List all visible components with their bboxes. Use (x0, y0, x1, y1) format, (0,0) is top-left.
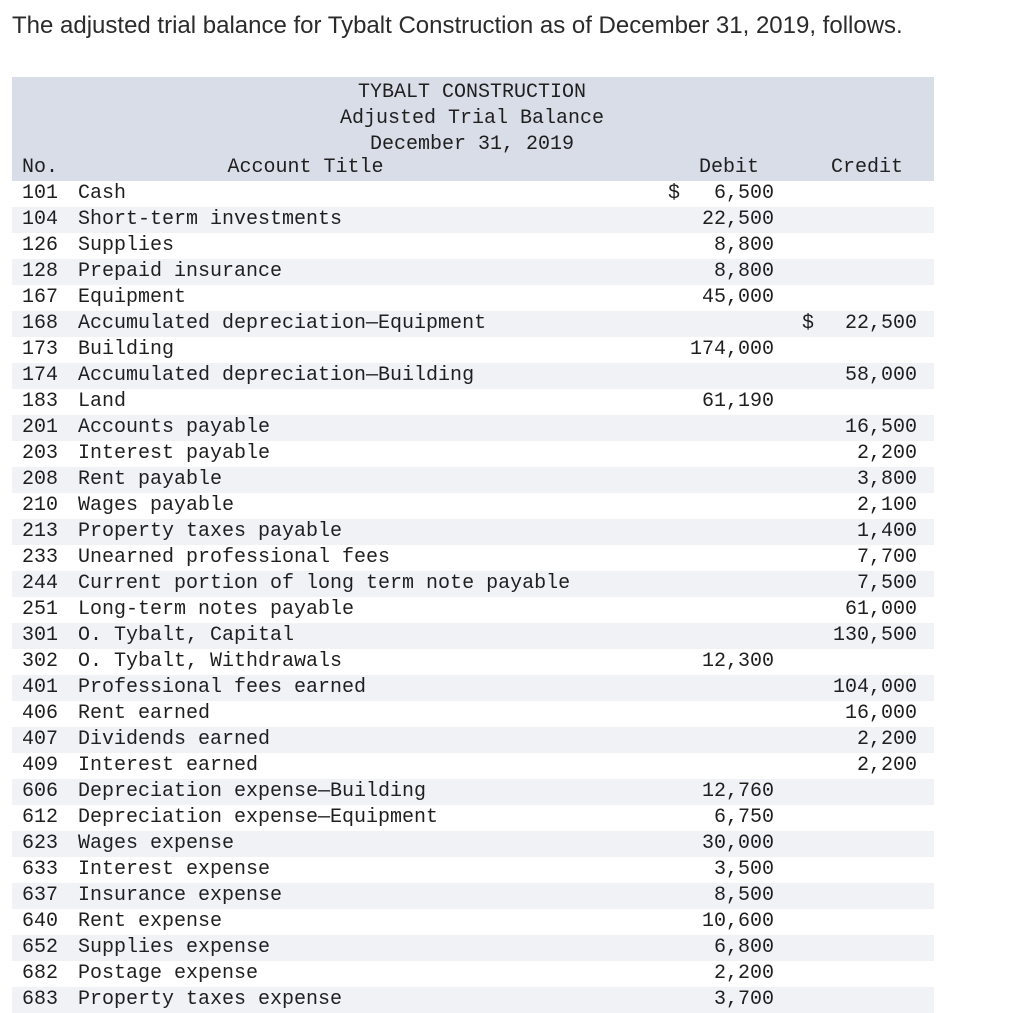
table-row (12, 857, 934, 883)
credit-value: 7,500 (856, 572, 917, 595)
debit-value: 10,600 (701, 910, 774, 933)
debit-value: 3,500 (713, 858, 774, 881)
debit-value: 8,800 (713, 234, 774, 257)
debit-amount (664, 909, 774, 935)
table-row (12, 753, 934, 779)
column-headers (12, 155, 934, 181)
account-title: Unearned professional fees (78, 546, 391, 569)
account-title: Depreciation expense—Building (78, 780, 427, 803)
statement-date: December 31, 2019 (369, 133, 575, 156)
table-row (12, 649, 934, 675)
account-title: O. Tybalt, Withdrawals (78, 650, 343, 673)
account-title: Dividends earned (78, 728, 271, 751)
account-number: 208 (22, 468, 59, 491)
account-title: Depreciation expense—Equipment (78, 806, 439, 829)
account-number: 637 (22, 884, 59, 907)
account-number: 210 (22, 494, 59, 517)
credit-value: 58,000 (844, 364, 917, 387)
debit-value: 61,190 (701, 390, 774, 413)
account-number: 104 (22, 208, 59, 231)
account-title: Interest expense (78, 858, 271, 881)
account-title: Rent expense (78, 910, 223, 933)
credit-value: 1,400 (856, 520, 917, 543)
account-title: Building (78, 338, 175, 361)
table-row (12, 545, 934, 571)
table-row (12, 493, 934, 519)
account-title: Land (78, 390, 127, 413)
table-row (12, 727, 934, 753)
account-number: 203 (22, 442, 59, 465)
table-row (12, 597, 934, 623)
credit-amount (802, 363, 917, 389)
debit-value: 2,200 (713, 962, 774, 985)
account-number: 302 (22, 650, 59, 673)
account-title: Insurance expense (78, 884, 283, 907)
account-title: Cash (78, 182, 127, 205)
table-row (12, 571, 934, 597)
account-number: 409 (22, 754, 59, 777)
debit-value: 6,750 (713, 806, 774, 829)
account-number: 183 (22, 390, 59, 413)
col-header-debit: Debit (698, 156, 759, 179)
credit-value: 130,500 (832, 624, 917, 647)
table-row (12, 883, 934, 909)
credit-value: 7,700 (856, 546, 917, 569)
credit-amount (802, 467, 917, 493)
credit-value: 2,200 (856, 728, 917, 751)
account-title: Property taxes expense (78, 988, 343, 1011)
credit-value: 2,200 (856, 442, 917, 465)
table-header (12, 77, 934, 181)
account-number: 623 (22, 832, 59, 855)
account-title: Wages expense (78, 832, 235, 855)
table-row (12, 935, 934, 961)
account-title: Long-term notes payable (78, 598, 355, 621)
col-header-credit: Credit (830, 156, 903, 179)
account-title: Equipment (78, 286, 187, 309)
table-row (12, 467, 934, 493)
account-number: 606 (22, 780, 59, 803)
debit-amount (664, 857, 774, 883)
debit-amount (664, 181, 774, 207)
trial-balance-table (12, 77, 934, 1013)
table-row (12, 233, 934, 259)
account-title: Wages payable (78, 494, 235, 517)
account-number: 233 (22, 546, 59, 569)
debit-value: 8,800 (713, 260, 774, 283)
credit-amount (802, 753, 917, 779)
account-number: 407 (22, 728, 59, 751)
table-row (12, 909, 934, 935)
credit-amount (802, 311, 917, 337)
credit-value: 104,000 (832, 676, 917, 699)
debit-value: 174,000 (689, 338, 774, 361)
account-number: 173 (22, 338, 59, 361)
debit-value: 30,000 (701, 832, 774, 855)
account-number: 682 (22, 962, 59, 985)
account-title: Supplies (78, 234, 175, 257)
credit-amount (802, 519, 917, 545)
table-row (12, 311, 934, 337)
table-row (12, 805, 934, 831)
debit-value: 6,500 (713, 182, 774, 205)
debit-value: 12,760 (701, 780, 774, 803)
debit-amount (664, 233, 774, 259)
account-title: Professional fees earned (78, 676, 367, 699)
credit-amount (802, 415, 917, 441)
table-row (12, 389, 934, 415)
account-number: 201 (22, 416, 59, 439)
table-row (12, 987, 934, 1013)
table-row (12, 181, 934, 207)
table-row (12, 623, 934, 649)
table-row (12, 207, 934, 233)
credit-amount (802, 727, 917, 753)
account-title: Accumulated depreciation—Building (78, 364, 475, 387)
account-title: O. Tybalt, Capital (78, 624, 295, 647)
credit-amount (802, 571, 917, 597)
account-number: 401 (22, 676, 59, 699)
table-row (12, 961, 934, 987)
debit-amount (664, 259, 774, 285)
debit-amount (664, 935, 774, 961)
account-title: Accumulated depreciation—Equipment (78, 312, 487, 335)
debit-value: 45,000 (701, 286, 774, 309)
debit-value: 12,300 (701, 650, 774, 673)
account-title: Current portion of long term note payable (78, 572, 571, 595)
col-header-no: No. (22, 156, 59, 179)
credit-value: 16,500 (844, 416, 917, 439)
statement-title: Adjusted Trial Balance (339, 107, 605, 130)
account-title: Interest payable (78, 442, 271, 465)
table-row (12, 415, 934, 441)
account-number: 168 (22, 312, 59, 335)
intro-text: The adjusted trial balance for Tybalt Construction as of December 31, 2019, follows. (12, 12, 903, 39)
debit-amount (664, 389, 774, 415)
account-title: Supplies expense (78, 936, 271, 959)
debit-amount (664, 337, 774, 363)
account-number: 167 (22, 286, 59, 309)
table-row (12, 285, 934, 311)
credit-value: 2,100 (856, 494, 917, 517)
account-number: 251 (22, 598, 59, 621)
account-title: Interest earned (78, 754, 259, 777)
credit-value: 2,200 (856, 754, 917, 777)
account-title: Property taxes payable (78, 520, 343, 543)
table-row (12, 519, 934, 545)
credit-value: 22,500 (844, 312, 917, 335)
debit-amount (664, 831, 774, 857)
debit-amount (664, 961, 774, 987)
table-row (12, 337, 934, 363)
credit-amount (802, 675, 917, 701)
account-title: Short-term investments (78, 208, 343, 231)
account-number: 213 (22, 520, 59, 543)
currency-symbol: $ (802, 312, 815, 335)
credit-value: 3,800 (856, 468, 917, 491)
account-number: 301 (22, 624, 59, 647)
account-title: Rent payable (78, 468, 223, 491)
col-header-account: Account Title (227, 156, 384, 179)
account-title: Prepaid insurance (78, 260, 283, 283)
account-number: 406 (22, 702, 59, 725)
debit-amount (664, 805, 774, 831)
credit-amount (802, 623, 917, 649)
account-number: 128 (22, 260, 59, 283)
table-row (12, 259, 934, 285)
debit-amount (664, 207, 774, 233)
account-title: Postage expense (78, 962, 259, 985)
table-body (12, 181, 934, 1013)
account-number: 101 (22, 182, 59, 205)
credit-amount (802, 545, 917, 571)
credit-amount (802, 597, 917, 623)
debit-amount (664, 883, 774, 909)
account-title: Accounts payable (78, 416, 271, 439)
debit-value: 6,800 (713, 936, 774, 959)
account-number: 683 (22, 988, 59, 1011)
currency-symbol: $ (668, 182, 681, 205)
debit-value: 3,700 (713, 988, 774, 1011)
account-number: 633 (22, 858, 59, 881)
debit-value: 8,500 (713, 884, 774, 907)
credit-amount (802, 441, 917, 467)
debit-amount (664, 285, 774, 311)
account-number: 174 (22, 364, 59, 387)
account-number: 126 (22, 234, 59, 257)
table-row (12, 363, 934, 389)
credit-value: 61,000 (844, 598, 917, 621)
table-row (12, 701, 934, 727)
account-number: 612 (22, 806, 59, 829)
table-row (12, 441, 934, 467)
debit-value: 22,500 (701, 208, 774, 231)
account-number: 244 (22, 572, 59, 595)
credit-amount (802, 701, 917, 727)
debit-amount (664, 779, 774, 805)
account-number: 652 (22, 936, 59, 959)
table-row (12, 779, 934, 805)
account-number: 640 (22, 910, 59, 933)
credit-amount (802, 493, 917, 519)
table-row (12, 675, 934, 701)
account-title: Rent earned (78, 702, 211, 725)
credit-value: 16,000 (844, 702, 917, 725)
table-row (12, 831, 934, 857)
debit-amount (664, 987, 774, 1013)
company-name: TYBALT CONSTRUCTION (357, 81, 587, 104)
debit-amount (664, 649, 774, 675)
